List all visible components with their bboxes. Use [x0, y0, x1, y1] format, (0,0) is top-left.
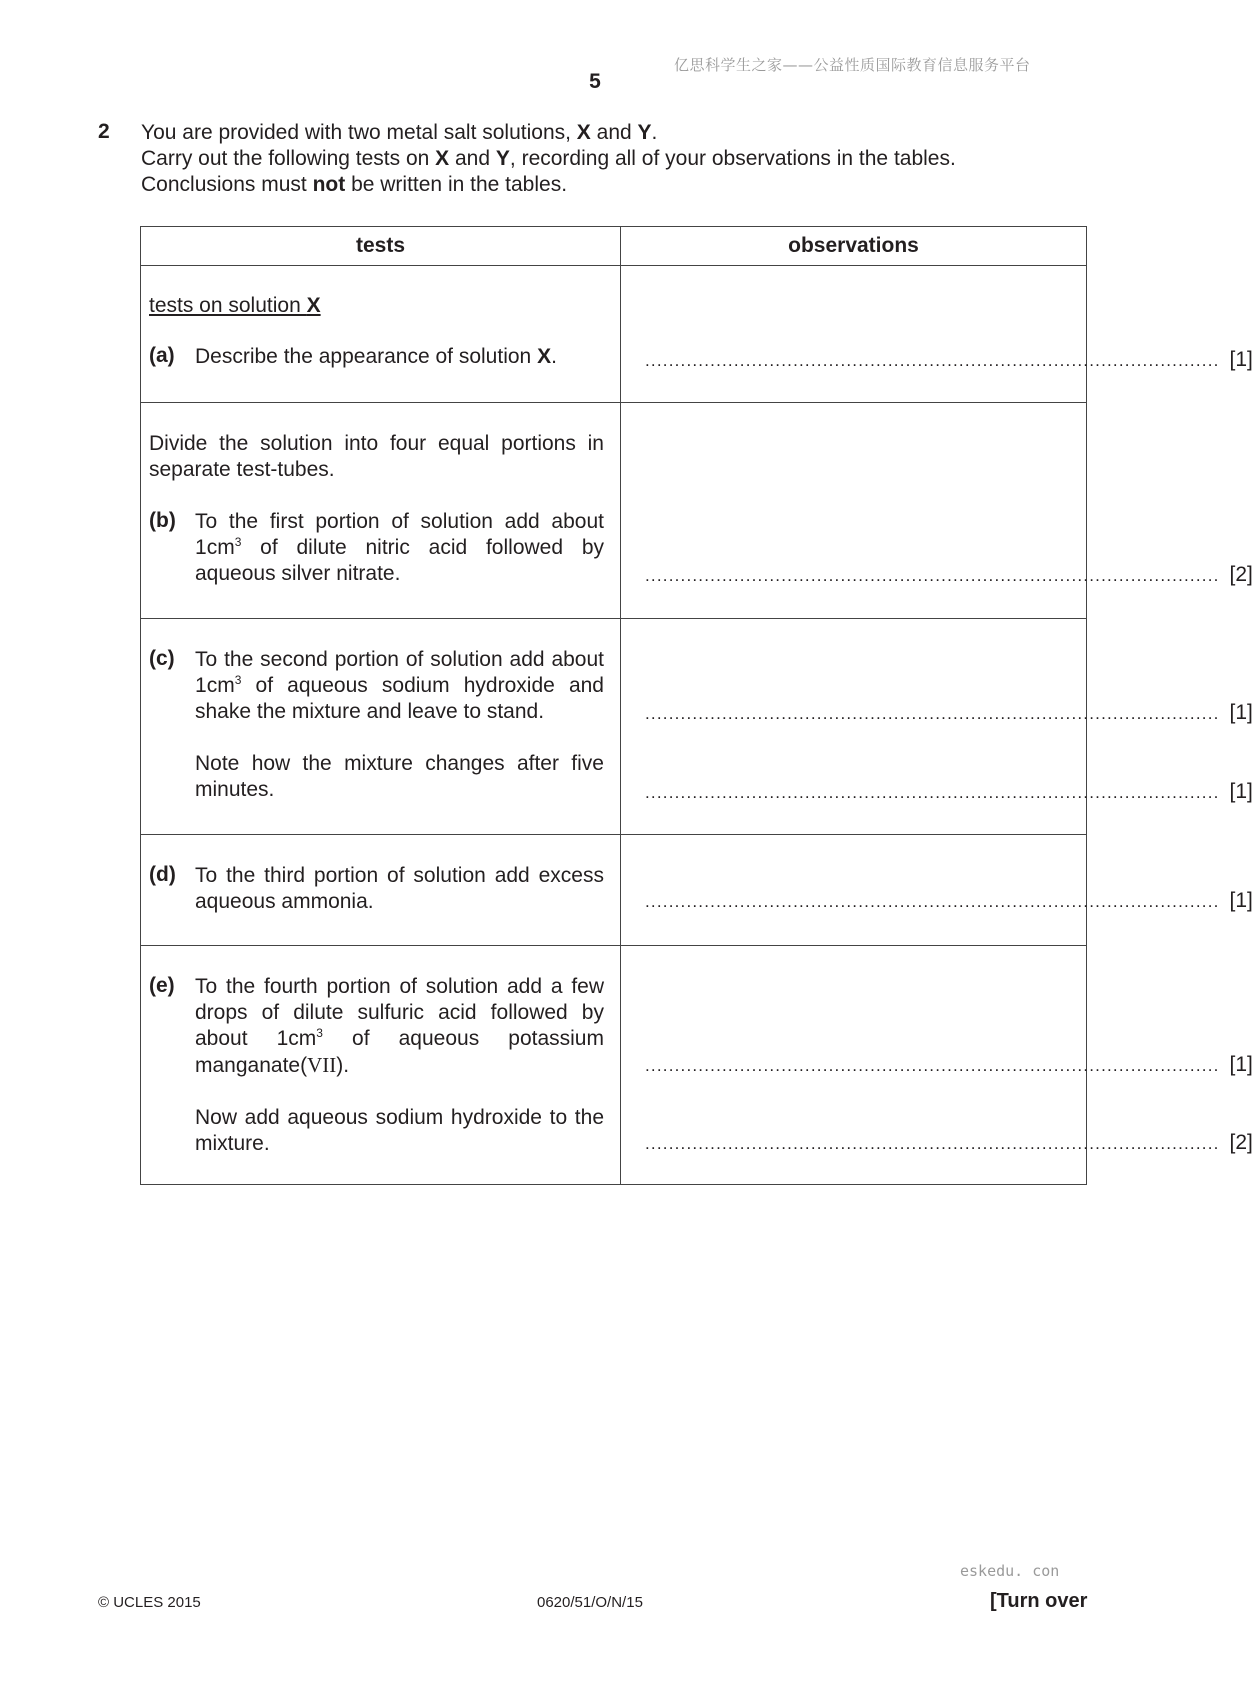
item-b-label: (b) [149, 509, 176, 532]
question-intro [141, 120, 1091, 198]
answer-line-c1[interactable]: ................................................................................................. [1] [645, 701, 1253, 724]
item-e-text: To the fourth portion of solution add a few drops of dilute sulfuric acid followed by about $1cm^3$ of aqueous potassium manganate(VII). Now add aqueous sodium hydroxide to the mixture. [195, 975, 604, 1155]
tests-cell-a [141, 266, 621, 403]
table-row-d [141, 835, 1087, 946]
mark-e2: [2] [1229, 1131, 1253, 1154]
answer-line-d[interactable]: ................................................................................................. [1] [645, 889, 1253, 912]
section-heading: tests on solution X [149, 294, 321, 317]
intro-line-2: Carry out the following tests on X and Y, recording all of your observations in the tables. [141, 147, 956, 170]
tests-cell-e [141, 946, 621, 1185]
mark-b: [2] [1229, 563, 1253, 586]
tests-cell-c [141, 619, 621, 835]
item-e-label: (e) [149, 974, 175, 997]
item-d-label: (d) [149, 863, 176, 886]
paper-code: 0620/51/O/N/15 [537, 1594, 643, 1611]
item-d-text: To the third portion of solution add excess aqueous ammonia. [195, 864, 604, 913]
table-row-e [141, 946, 1087, 1185]
item-c-label: (c) [149, 647, 175, 670]
item-e-note: Now add aqueous sodium hydroxide to the mixture. [195, 1106, 604, 1155]
item-b [149, 509, 604, 587]
item-e [149, 974, 604, 1157]
mark-d: [1] [1229, 889, 1253, 912]
item-b-text: To the first portion of solution add about $1cm^3$ of dilute nitric acid followed by aqueous silver nitrate. [195, 510, 604, 585]
mark-a: [1] [1229, 348, 1253, 371]
answer-line-c2[interactable]: ................................................................................................. [1] [645, 780, 1253, 803]
mark-e1: [1] [1229, 1053, 1253, 1076]
footer-watermark: eskedu. con [960, 1562, 1060, 1580]
answer-line-b[interactable]: ................................................................................................. [2] [645, 563, 1253, 586]
observation-cell-e [621, 946, 1253, 1185]
intro-line-1: You are provided with two metal salt solutions, X and Y. [141, 121, 658, 144]
item-c-text: To the second portion of solution add about $1cm^3$ of aqueous sodium hydroxide and shake the mixture and leave to stand. Note how the mixture changes after five minutes. [195, 648, 604, 801]
item-c [149, 647, 604, 803]
turn-over: [Turn over [990, 1590, 1088, 1612]
header-observations: observations [621, 227, 1087, 266]
observation-cell-b [621, 403, 1253, 619]
copyright: © UCLES 2015 [98, 1594, 201, 1611]
observation-cell-a [621, 266, 1253, 403]
observations-table [140, 226, 1253, 1185]
item-c-note: Note how the mixture changes after five minutes. [195, 752, 604, 801]
header-tests: tests [141, 227, 621, 266]
mark-c1: [1] [1229, 701, 1253, 724]
observation-cell-c [621, 619, 1253, 835]
item-a-label: (a) [149, 344, 175, 367]
tests-cell-b [141, 403, 621, 619]
answer-line-e1[interactable]: ................................................................................................. [1] [645, 1053, 1253, 1076]
answer-line-a[interactable]: ................................................................................................. [1] [645, 348, 1253, 371]
item-a-text: Describe the appearance of solution X. [195, 345, 557, 368]
header-watermark: 亿思科学生之家——公益性质国际教育信息服务平台 [674, 56, 1031, 74]
divide-instruction: Divide the solution into four equal portions in separate test-tubes. [149, 432, 604, 481]
table-row-a [141, 266, 1087, 403]
intro-line-3: Conclusions must not be written in the tables. [141, 173, 568, 196]
page-number: 5 [589, 70, 601, 93]
observation-cell-d [621, 835, 1253, 946]
table-row-b [141, 403, 1087, 619]
mark-c2: [1] [1229, 780, 1253, 803]
item-d [149, 863, 604, 915]
item-a [149, 344, 604, 370]
answer-line-e2[interactable]: ................................................................................................. [2] [645, 1131, 1253, 1154]
question-number: 2 [98, 120, 110, 143]
tests-cell-d [141, 835, 621, 946]
table-row-c [141, 619, 1087, 835]
